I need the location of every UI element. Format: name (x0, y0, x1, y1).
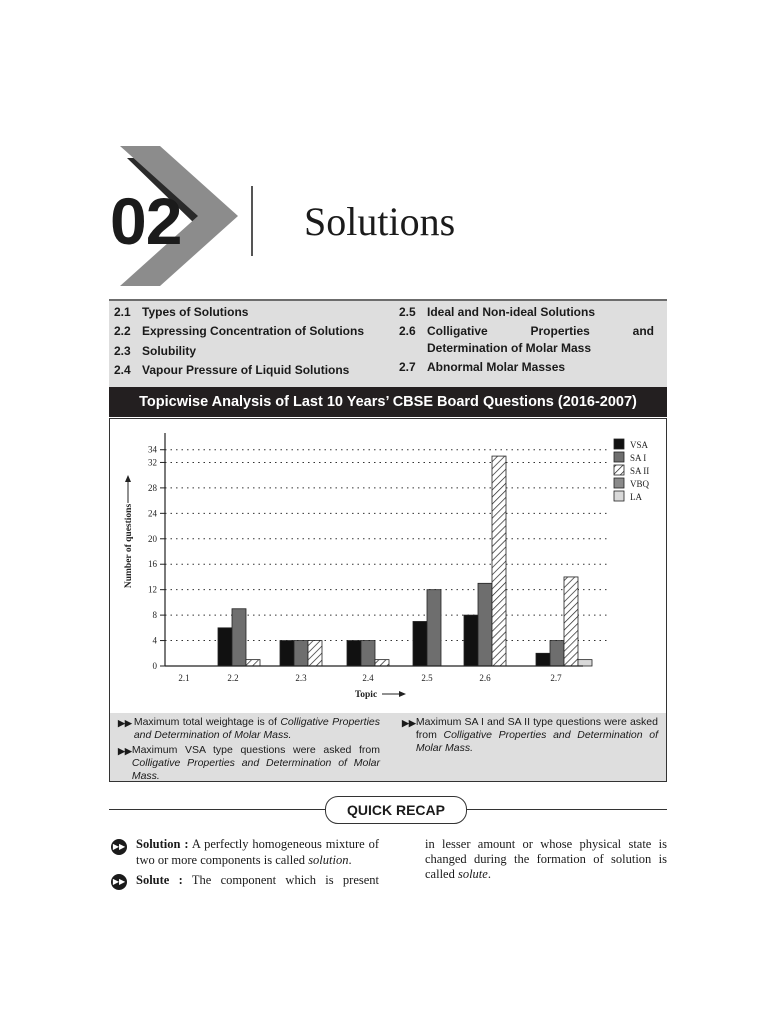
definition-solution-line2 (136, 853, 379, 869)
bar (347, 641, 361, 666)
y-tick-label: 20 (148, 533, 157, 544)
bar (578, 660, 592, 666)
legend-label: SA II (630, 466, 650, 476)
topic-text: Ideal and Non-ideal Solutions (427, 305, 596, 319)
bar (294, 641, 308, 666)
x-tick-label: 2.3 (295, 673, 307, 683)
quick-recap-heading: QUICK RECAP (325, 796, 467, 824)
topic-text: Colligative Properties and Determination of Molar Mass (427, 324, 654, 355)
x-tick-label: 2.6 (479, 673, 491, 683)
definition-text: A perfectly homogeneous mixture of (191, 837, 379, 851)
bar (550, 641, 564, 666)
topic-text: Solubility (142, 344, 196, 358)
legend-swatch (614, 491, 624, 501)
definition-text: two or more components is called (136, 853, 309, 867)
topic-item (114, 362, 349, 379)
topic-item (114, 343, 196, 360)
definition-term: Solute : (136, 873, 183, 887)
topic-number: 2.4 (114, 363, 131, 377)
definition-emphasis: solution (308, 853, 349, 867)
x-tick-label: 2.5 (421, 673, 433, 683)
definition-end: . (487, 867, 491, 881)
y-tick-label: 8 (152, 610, 157, 621)
legend-label: LA (630, 492, 642, 502)
x-tick-label: 2.2 (227, 673, 239, 683)
y-tick-label: 32 (148, 457, 157, 468)
topic-text: Types of Solutions (142, 305, 249, 319)
note-text: Maximum SA I and SA II type questions were asked from (415, 716, 658, 741)
legend-swatch (614, 465, 624, 475)
y-tick-label: 28 (148, 482, 157, 493)
bar (375, 660, 389, 666)
x-axis-arrowhead (399, 691, 406, 697)
topic-number: 2.1 (114, 305, 131, 319)
topic-number: 2.2 (114, 324, 131, 338)
bar (232, 609, 246, 666)
title-divider (251, 186, 253, 256)
definition-text: The component which is present (191, 873, 379, 887)
bar (361, 641, 375, 666)
topic-text: Expressing Concentration of Solutions (142, 324, 365, 338)
topic-item (114, 304, 248, 321)
bar (308, 641, 322, 666)
legend-swatch (614, 452, 624, 462)
fast-forward-icon: ▶▶ (402, 718, 416, 728)
bar (246, 660, 260, 666)
definition-solute-line1 (136, 873, 379, 889)
x-axis-title: Topic (354, 690, 378, 700)
definition-term: Solution : (136, 837, 189, 851)
legend-label: SA I (630, 453, 647, 463)
chart-canvas (110, 419, 666, 713)
y-tick-label: 24 (148, 508, 157, 519)
topic-number: 2.6 (399, 324, 416, 338)
fast-forward-icon: ▶▶ (118, 746, 132, 756)
note-item (402, 716, 658, 755)
definition-continued-line1: in lesser amount or whose physical state is (425, 837, 667, 851)
fast-forward-icon: ▶▶ (118, 718, 132, 728)
x-tick-label: 2.7 (550, 673, 562, 683)
y-axis-arrowhead (125, 475, 131, 482)
legend-label: VSA (630, 440, 649, 450)
bar (413, 621, 427, 666)
definition-continued-line3 (425, 867, 667, 883)
topic-item (399, 359, 654, 376)
chapter-number: 02 (110, 184, 182, 258)
legend-swatch (614, 478, 624, 488)
note-text: Maximum total weightage is of (133, 716, 281, 728)
bar (564, 577, 578, 666)
bar (280, 641, 294, 666)
y-tick-label: 0 (152, 661, 157, 671)
fast-forward-icon: ▶▶ (111, 839, 127, 855)
definition-emphasis: solute (457, 867, 488, 881)
bar (218, 628, 232, 666)
note-emphasis: Colligative Properties and Determination of Molar Mass. (131, 757, 380, 782)
note-emphasis: Colligative Properties and Determination of Molar Mass. (415, 729, 659, 754)
analysis-banner: Topicwise Analysis of Last 10 Years’ CBSE Board Questions (2016-2007) (109, 387, 667, 417)
topic-item (114, 323, 364, 340)
y-tick-label: 16 (148, 559, 157, 570)
y-tick-label: 34 (148, 444, 157, 455)
legend-swatch (614, 439, 624, 449)
definition-solution-line1 (136, 837, 379, 853)
topic-number: 2.7 (399, 360, 416, 374)
definition-text: called (425, 867, 458, 881)
bar (492, 456, 506, 666)
y-tick-label: 4 (152, 635, 157, 646)
x-tick-label: 2.4 (362, 673, 374, 683)
analysis-notes (109, 713, 667, 782)
x-tick-label: 2.1 (178, 673, 190, 683)
definition-end: . (348, 853, 352, 867)
topic-item (399, 304, 654, 321)
topic-item (399, 323, 654, 357)
topic-text: Abnormal Molar Masses (427, 360, 566, 374)
bar (536, 653, 550, 666)
topic-text: Vapour Pressure of Liquid Solutions (142, 363, 350, 377)
definition-continued-line2: changed during the formation of solution is (425, 852, 667, 866)
note-item (118, 744, 380, 783)
note-emphasis: Colligative Properties and Determination of Molar Mass. (133, 716, 380, 741)
chapter-title: Solutions (304, 199, 456, 244)
bar (464, 615, 478, 666)
note-text: Maximum VSA type questions were asked from (131, 744, 380, 756)
topicwise-bar-chart (109, 418, 667, 714)
legend-label: VBQ (630, 479, 650, 489)
topics-box (109, 299, 667, 387)
fast-forward-icon: ▶▶ (111, 874, 127, 890)
note-item (118, 716, 380, 742)
topic-number: 2.5 (399, 305, 416, 319)
bar (478, 583, 492, 666)
topic-number: 2.3 (114, 344, 131, 358)
bar (427, 590, 441, 666)
y-axis-title: Number of questions (124, 503, 134, 589)
y-tick-label: 12 (148, 584, 157, 595)
